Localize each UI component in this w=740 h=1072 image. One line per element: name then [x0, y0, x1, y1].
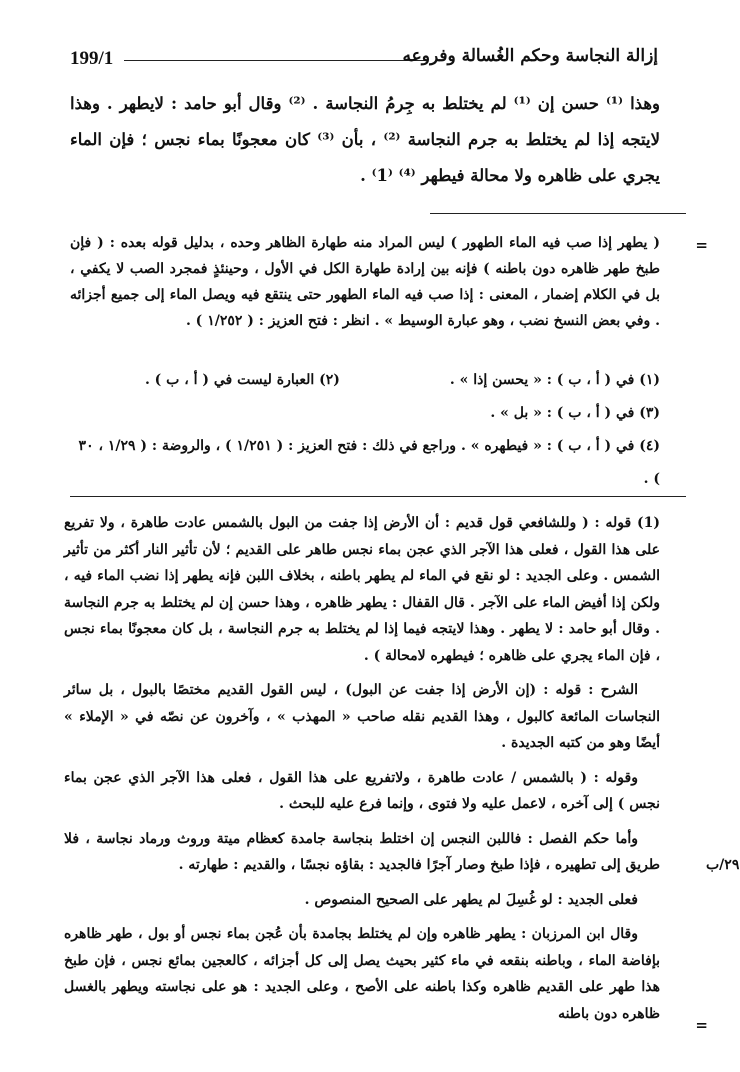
commentary-paragraph: فعلى الجديد : لو غُسِلَ لم يطهر على الصحيح المنصوص . [304, 891, 638, 908]
footnote-1: (١) في ( أ ، ب ) : « يحسن إذا » . [449, 372, 660, 388]
commentary-paragraph: وأما حكم الفصل : فاللبن النجس إن اختلط بنجاسة جامدة كعظام ميتة وروث ورماد نجاسة ، فلا طريق إلى تطهيره ، فإذا طبخ وصار آجرًا فالجديد : بقاؤه نجسًا ، والقديم : طهارته . [64, 830, 660, 873]
page-header [70, 44, 658, 74]
commentary-paragraph: وقال ابن المرزبان : يطهر ظاهره وإن لم يختلط بجامدة بأن عُجن بماء نجس أو بول ، طهر ظاهره بإفاضة الماء ، وباطنه بنقعه في ماء كثير بحيث يصل إلى كل أجزائه ، كالعجين بمائع نجس ، فإن طبخ هذا طهر على القديم ظاهره وكذا باطنه على الأصح ، وعلى الجديد : هو على نجاسته ويطهر بالغسل ظاهره دون باطنه [64, 926, 660, 1022]
folio-margin-reference: ٢٩/ب [706, 857, 740, 873]
footnote-3: (٣) في ( أ ، ب ) : « بل » . [490, 405, 660, 421]
commentary-paragraph: (1) قوله : ( وللشافعي قول قديم : أن الأرض إذا جفت من البول بالشمس عادت طاهرة ، ولا تفريع على هذا القول ، فعلى هذا الآجر الذي عجن بماء نجس طاهر على القديم ؛ لأن تأثير النار أكثر من تأثير الشمس . وعلى الجديد : لو نقع في الماء لم يطهر باطنه ، بخلاف اللبن فإنه يطهر إذا نضب الماء فيه ، ولكن إذا أفيض الماء على الآجر . قال القفال : يطهر ظاهره ، وهذا حسن إن لم يختلط به جرم النجاسة . وقال أبو حامد : لا يطهر . وهذا لايتجه فيما إذا لم يختلط به جرم النجاسة ، بل كان معجونًا بماء نجس ، فإن الماء يجري على ظاهره ؛ فيطهره لامحالة ) . [64, 515, 660, 664]
footnote-row [70, 364, 660, 397]
continuation-marker-top: = [695, 236, 708, 254]
footnote-4: (٤) في ( أ ، ب ) : « فيطهره » . وراجع في ذلك : فتح العزيز : ( ١/٢٥١ ) ، والروضة : ( ١/٢٩ ، ٣٠ ) . [78, 438, 660, 487]
main-text: وهذا ⁽¹⁾ حسن إن ⁽¹⁾ لم يختلط به جِرمُ النجاسة . ⁽²⁾ وقال أبو حامد : لايطهر . وهذا لايتجه إذا لم يختلط به جرم النجاسة ⁽²⁾ ، بأن ⁽³⁾ كان معجونًا بماء نجس ؛ فإن الماء يجري على ظاهره ولا محالة فيطهر ⁽⁴⁾ ⁽1⁾ . [70, 94, 660, 185]
commentary-paragraph: الشرح : قوله : (إن الأرض إذا جفت عن البول) ، ليس القول القديم مختصًا بالبول ، بل سائر النجاسات المائعة كالبول ، وهذا القديم نقله صاحب « المهذب » ، وآخرون عن نصّه في « الإملاء » أيضًا وهو من كتبه الجديدة . [64, 682, 660, 751]
footnote-row [70, 430, 660, 496]
continued-footnote: ( يطهر إذا صب فيه الماء الطهور ) ليس المراد منه طهارة الظاهر وحده ، بدليل قوله بعده : ( فإن طبخ طهر ظاهره دون باطنه ) فإنه بين إرادة طهارة الكل في الأول ، وحينئذٍ فمجرد الصب لا يكفي ، بل في الكلام إضمار ، المعنى : إذا صب فيه الماء الطهور حتى ينتقع فيه ويصل الماء إلى جميع أجزائه . وفي بعض النسخ نضب ، وهو عبارة الوسيط » . انظر : فتح العزيز : ( ١/٢٥٢ ) . [70, 235, 660, 329]
commentary-section [64, 510, 660, 1035]
commentary-paragraph: وقوله : ( بالشمس / عادت طاهرة ، ولاتفريع على هذا القول ، فعلى هذا الآجر الذي عجن بماء نجس ) إلى آخره ، لاعمل عليه ولا فتوى ، وإنما فرع عليه للبحث . [64, 769, 660, 812]
page-number: 199/1 [70, 48, 114, 69]
running-title: إزالة النجاسة وحكم الغُسالة وفروعه [402, 46, 658, 66]
continuation-marker-bottom: = [695, 1016, 708, 1034]
commentary-separator [70, 496, 686, 497]
footnote-separator [430, 213, 686, 214]
header-rule [124, 60, 428, 61]
footnote-row [70, 397, 660, 430]
footnote-list [70, 364, 660, 496]
footnote-2: (٢) العبارة ليست في ( أ ، ب ) . [144, 372, 340, 388]
